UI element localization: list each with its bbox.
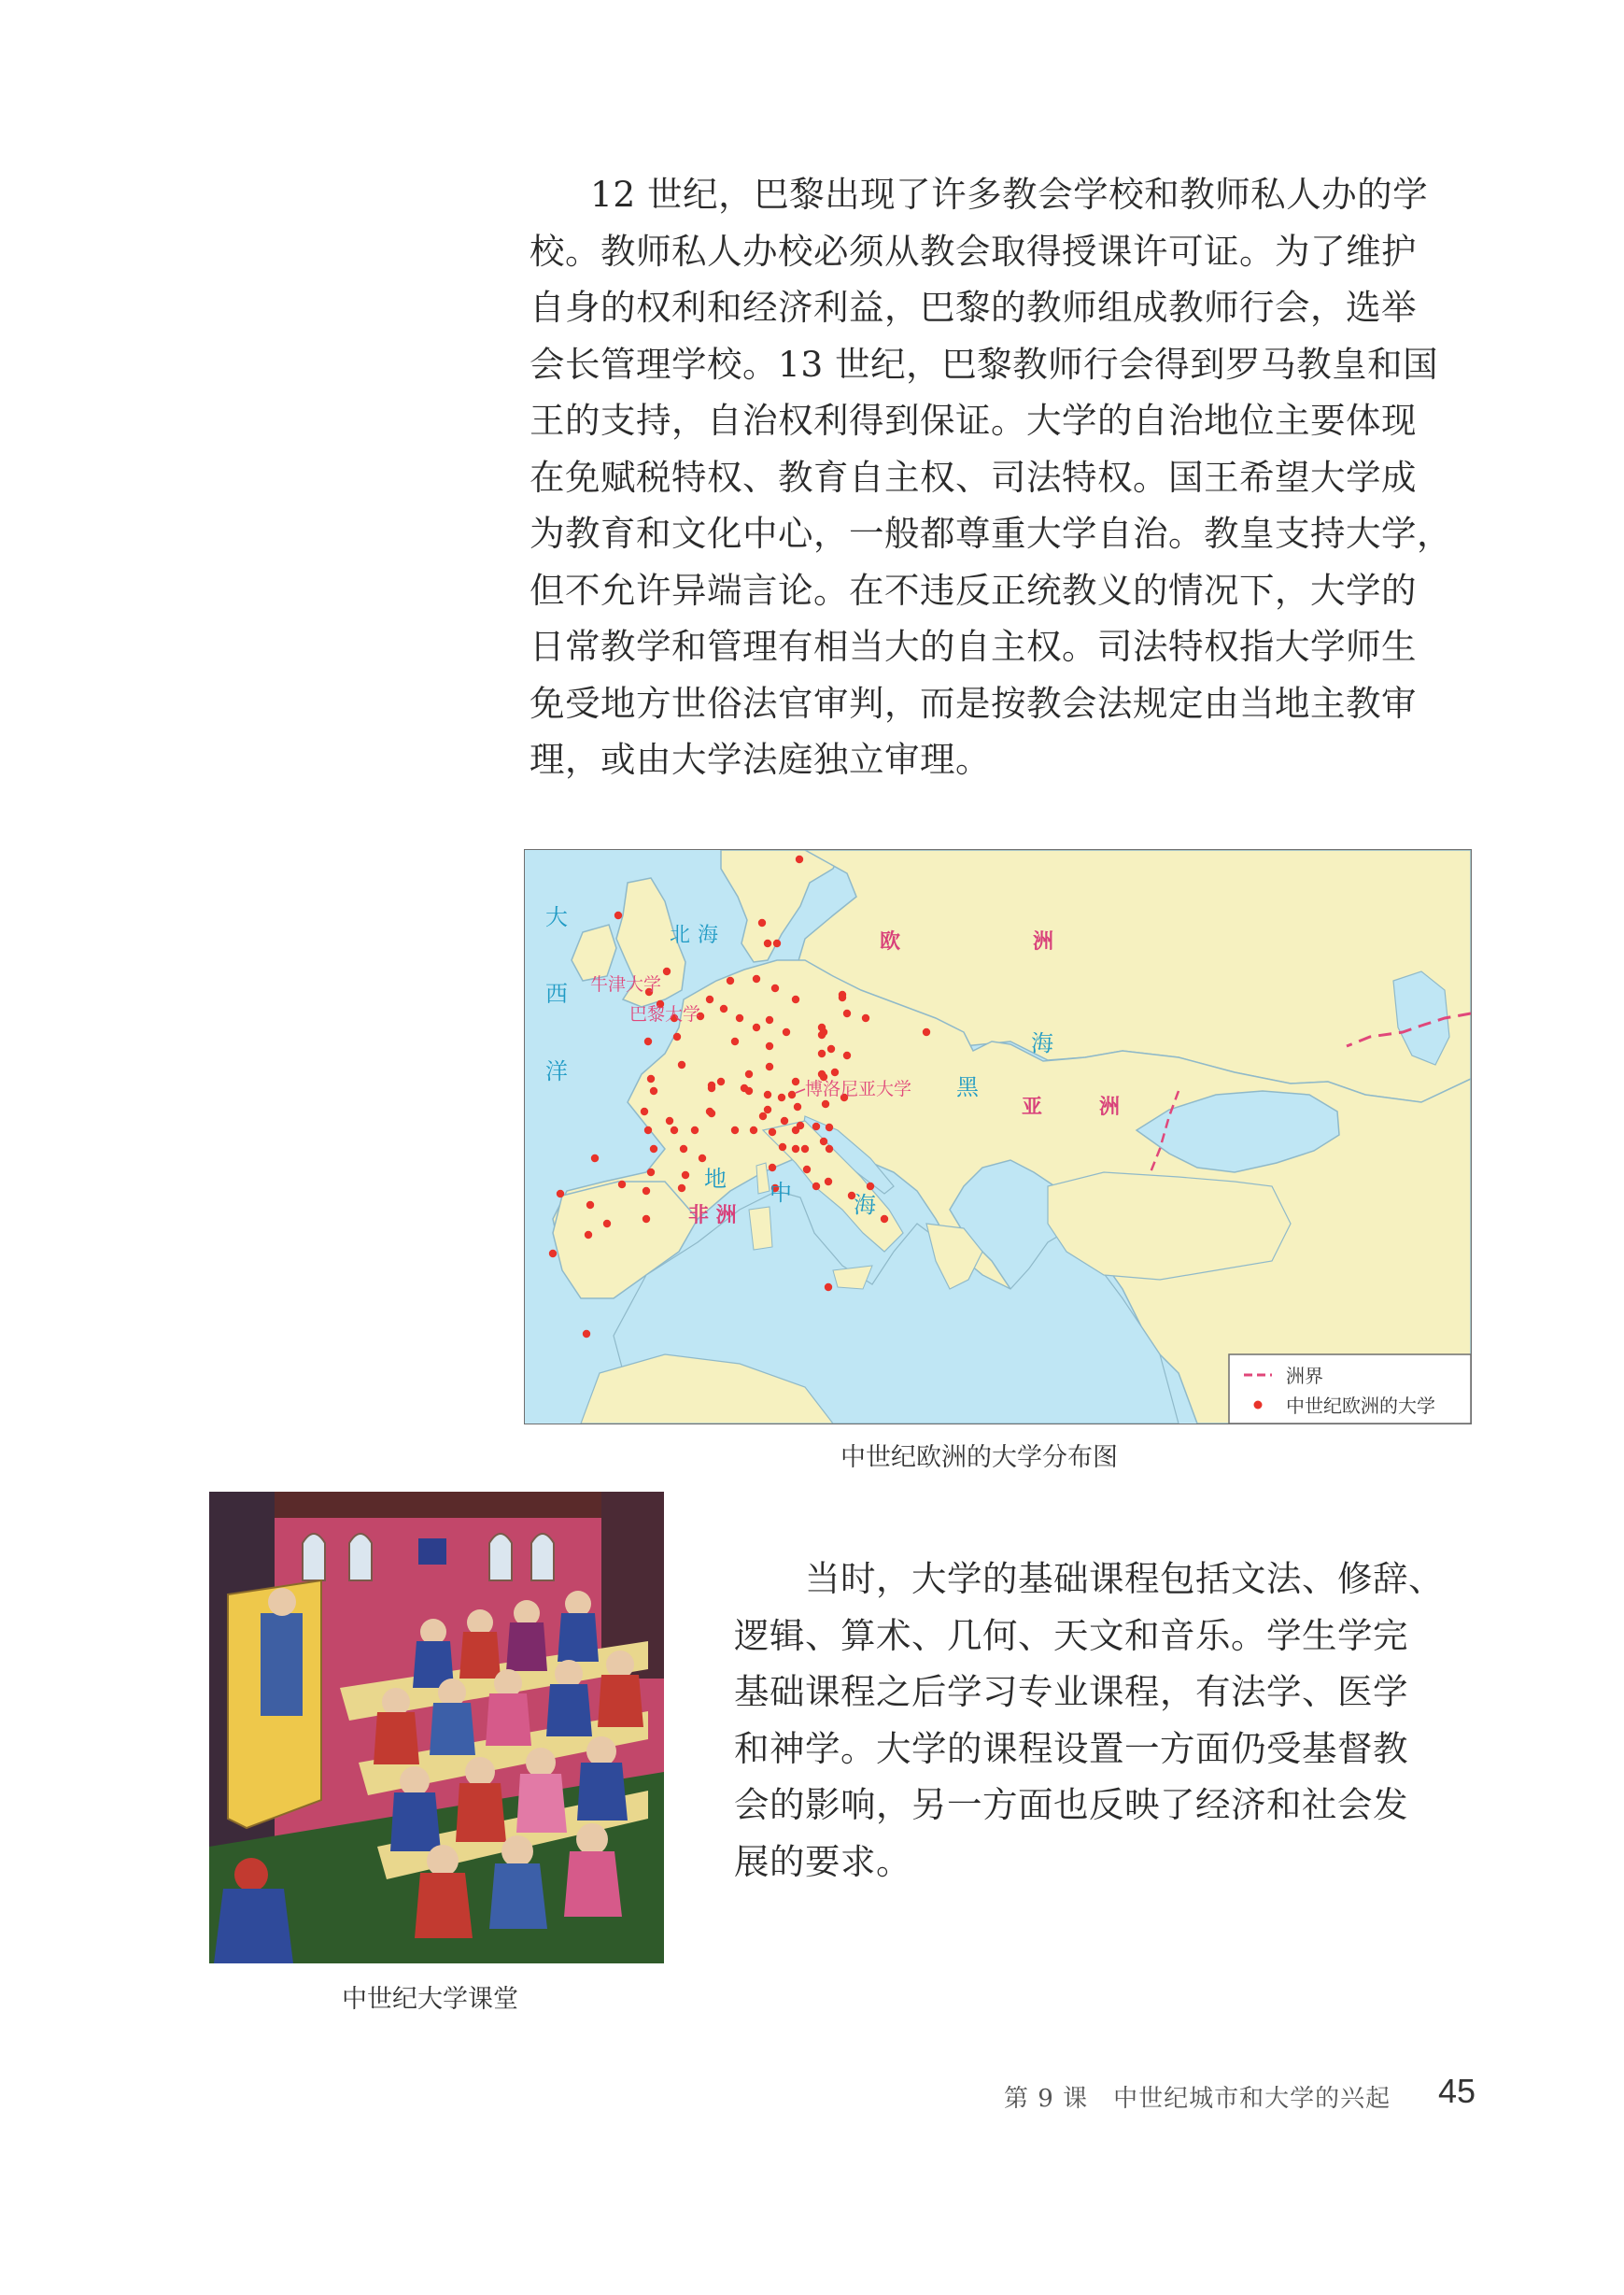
- university-dot: [618, 1181, 626, 1188]
- paragraph-line: 在免赋税特权、教育自主权、司法特权。国王希望大学成: [530, 456, 1417, 498]
- label-black-sea-2: 海: [1031, 1030, 1053, 1056]
- paragraph-line: 为教育和文化中心，一般都尊重大学自治。教皇支持大学，: [530, 513, 1452, 554]
- university-dot: [831, 1069, 839, 1076]
- university-dot: [764, 940, 771, 947]
- label-atlantic-2: 西: [545, 981, 568, 1007]
- label-africa: 非 洲: [688, 1203, 737, 1227]
- university-dot: [647, 1169, 655, 1176]
- university-dot: [731, 1038, 739, 1045]
- label-black-sea-1: 黑: [956, 1074, 979, 1100]
- lesson-title: 第 9 课 中世纪城市和大学的兴起: [1004, 2085, 1391, 2113]
- university-dot: [745, 1087, 753, 1095]
- label-europe-2: 洲: [1033, 929, 1054, 954]
- university-dot: [753, 1024, 760, 1031]
- university-dot: [708, 1084, 715, 1092]
- university-dot: [822, 1100, 829, 1108]
- university-dot: [641, 1108, 648, 1115]
- medieval-university-map: [524, 849, 1472, 1424]
- university-dot: [603, 1220, 611, 1227]
- university-dot: [753, 975, 760, 983]
- university-dot: [812, 1123, 820, 1130]
- university-dot: [549, 1250, 557, 1257]
- paragraph-line: 和神学。大学的课程设置一方面仍受基督教: [734, 1727, 1408, 1769]
- university-dot: [825, 1283, 832, 1291]
- university-dot: [671, 1126, 678, 1134]
- university-dot: [731, 1126, 739, 1134]
- legend-university-swatch: [1254, 1401, 1263, 1410]
- university-dot: [745, 1070, 753, 1078]
- university-dot: [699, 1155, 706, 1162]
- university-dot: [792, 996, 799, 1003]
- university-dot: [678, 1061, 685, 1069]
- university-dot: [766, 1016, 773, 1024]
- university-dot: [792, 1126, 799, 1134]
- university-dot: [643, 1215, 650, 1223]
- university-dot: [736, 1014, 743, 1022]
- university-dot: [650, 1145, 657, 1153]
- university-dot: [727, 977, 734, 985]
- map-caption: 中世纪欧洲的大学分布图: [840, 1443, 1118, 1472]
- university-dot: [825, 1178, 832, 1185]
- university-dot: [666, 1117, 673, 1125]
- university-dot: [796, 856, 803, 863]
- university-dot: [867, 1183, 874, 1190]
- university-dot: [766, 1042, 773, 1050]
- page-footer: [1004, 2072, 1476, 2113]
- university-dot: [691, 1126, 699, 1134]
- university-dot: [818, 1024, 826, 1031]
- university-dot: [766, 1063, 773, 1070]
- university-dot: [769, 1128, 776, 1136]
- label-oxford: 牛津大学: [590, 974, 662, 995]
- university-dot: [643, 1187, 650, 1195]
- university-dot: [644, 1126, 652, 1134]
- university-dot: [682, 1171, 689, 1179]
- university-dot: [717, 1078, 725, 1085]
- university-dot: [771, 985, 779, 992]
- university-dot: [663, 968, 671, 975]
- university-dot: [650, 1087, 657, 1095]
- university-dot: [758, 919, 766, 927]
- university-dot: [759, 1112, 767, 1120]
- medieval-classroom-painting: [209, 1492, 664, 1963]
- university-dot: [583, 1330, 590, 1338]
- paragraph-line: 理，或由大学法庭独立审理。: [530, 739, 991, 780]
- university-dot: [720, 1005, 727, 1013]
- label-asia-1: 亚: [1022, 1095, 1043, 1119]
- university-dot: [591, 1155, 599, 1162]
- university-dot: [803, 1166, 811, 1173]
- paragraph-line: 逻辑、算术、几何、天文和音乐。学生学完: [734, 1614, 1408, 1656]
- university-dot: [788, 1091, 796, 1098]
- map-legend: [1229, 1354, 1471, 1424]
- body-paragraph-2: [734, 1551, 1472, 1890]
- paragraph-line: 但不允许异端言论。在不违反正统教义的情况下，大学的: [530, 569, 1417, 611]
- paragraph-line: 日常教学和管理有相当大的自主权。司法特权指大学师生: [530, 626, 1417, 667]
- university-dot: [764, 1091, 771, 1098]
- university-dot: [680, 1145, 687, 1153]
- university-dot: [792, 1145, 799, 1153]
- university-dot: [843, 1052, 851, 1059]
- paragraph-line: 展的要求。: [734, 1840, 911, 1882]
- university-dot: [820, 1138, 827, 1145]
- university-dot: [678, 1184, 685, 1192]
- university-dot: [706, 996, 713, 1003]
- label-med-3: 海: [854, 1192, 876, 1218]
- paragraph-line: 12 世纪，巴黎出现了许多教会学校和教师私人办的学: [590, 174, 1429, 215]
- university-dot: [769, 1164, 776, 1171]
- body-paragraph-1: [530, 166, 1471, 788]
- paragraph-line: 会的影响，另一方面也反映了经济和社会发: [734, 1784, 1408, 1825]
- university-dot: [812, 1183, 820, 1190]
- label-paris: 巴黎大学: [629, 1004, 701, 1025]
- university-dot: [826, 1145, 833, 1153]
- university-dot: [826, 1124, 833, 1131]
- paragraph-line: 会长管理学校。13 世纪，巴黎教师行会得到罗马教皇和国: [530, 343, 1439, 385]
- paragraph-line: 基础课程之后学习专业课程，有法学、医学: [734, 1671, 1408, 1712]
- university-dot: [818, 1050, 826, 1057]
- university-dot: [923, 1028, 930, 1036]
- university-dot: [585, 1231, 592, 1239]
- university-dot: [781, 1117, 788, 1125]
- university-dot: [827, 1045, 835, 1053]
- paragraph-line: 免受地方世俗法官审判，而是按教会法规定由当地主教审: [530, 682, 1417, 724]
- university-dot: [778, 1094, 785, 1101]
- university-dot: [839, 994, 846, 1001]
- university-dot: [801, 1145, 809, 1153]
- university-dot: [818, 1031, 826, 1039]
- university-dot: [764, 1106, 771, 1113]
- label-asia-2: 洲: [1099, 1095, 1121, 1119]
- university-dot: [644, 1038, 652, 1045]
- label-atlantic-3: 洋: [545, 1058, 568, 1084]
- label-europe-1: 欧: [880, 929, 901, 954]
- university-dot: [708, 1110, 715, 1117]
- page-number: 45: [1437, 2072, 1476, 2110]
- land-sardinia: [749, 1207, 772, 1250]
- university-dot: [862, 1014, 869, 1022]
- university-dot: [586, 1201, 594, 1209]
- legend-university-label: 中世纪欧洲的大学: [1286, 1395, 1435, 1417]
- university-dot: [794, 1103, 801, 1111]
- label-atlantic-1: 大: [545, 904, 568, 930]
- university-dot: [881, 1215, 888, 1223]
- paragraph-line: 当时，大学的基础课程包括文法、修辞、: [805, 1558, 1444, 1599]
- label-med-1: 地: [704, 1166, 727, 1192]
- legend-boundary-label: 洲界: [1286, 1365, 1323, 1387]
- university-dot: [647, 1075, 655, 1083]
- label-north-sea: 北海: [670, 924, 727, 947]
- university-dot: [750, 1126, 757, 1134]
- university-dot: [614, 912, 622, 919]
- university-dot: [557, 1190, 564, 1197]
- university-dot: [779, 1143, 786, 1151]
- paragraph-line: 校。教师私人办校必须从教会取得授课许可证。为了维护: [530, 230, 1417, 272]
- painting-caption: 中世纪大学课堂: [342, 1985, 518, 2014]
- label-med-2: 中: [770, 1180, 792, 1206]
- label-bologna: 博洛尼亚大学: [805, 1079, 912, 1099]
- university-dot: [843, 1010, 851, 1017]
- paragraph-line: 王的支持，自治权利得到保证。大学的自治地位主要体现: [530, 400, 1417, 441]
- university-dot: [818, 1070, 826, 1078]
- university-dot: [773, 940, 781, 947]
- university-dot: [792, 1078, 799, 1085]
- university-dot: [783, 1028, 790, 1036]
- university-dot: [673, 1033, 681, 1041]
- paragraph-line: 自身的权利和经济利益，巴黎的教师组成教师行会，选举: [530, 287, 1417, 328]
